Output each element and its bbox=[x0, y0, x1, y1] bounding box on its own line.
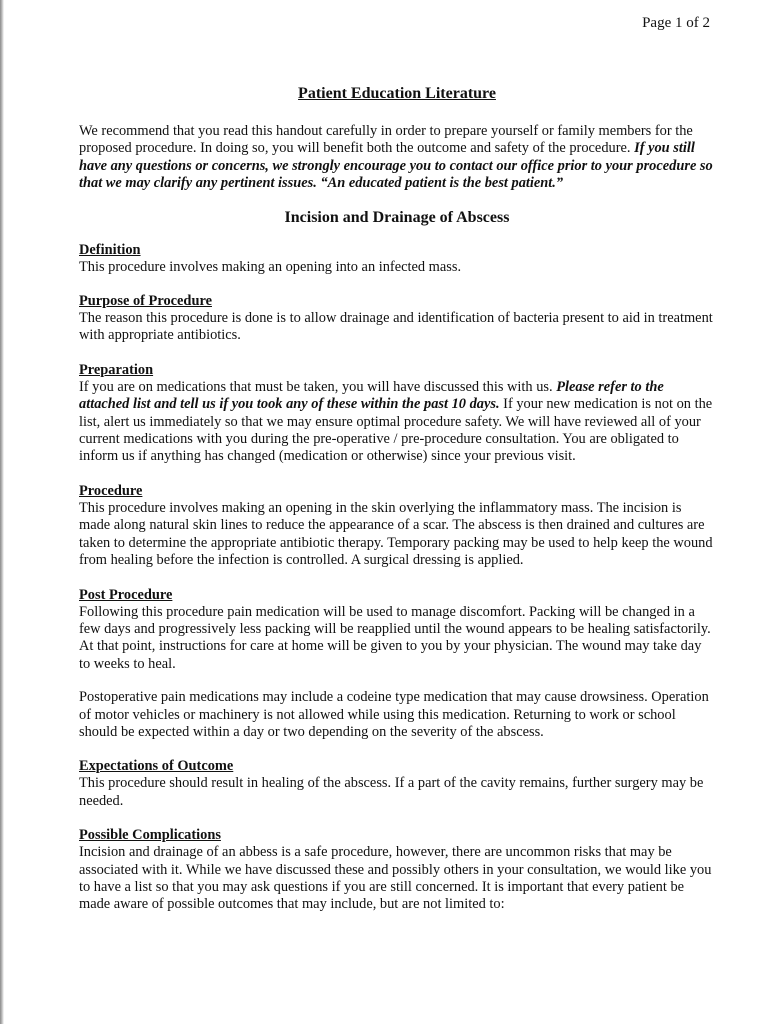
section-text-expectations: This procedure should result in healing of the abscess. If a part of the cavity remains, further surgery may be needed. bbox=[79, 775, 704, 809]
document-title: Patient Education Literature bbox=[298, 85, 496, 102]
procedure-title: Incision and Drainage of Abscess bbox=[284, 208, 510, 226]
preparation-text-before: If you are on medications that must be taken, you will have discussed this with us. bbox=[79, 378, 557, 395]
section-expectations bbox=[79, 757, 715, 810]
intro-text: We recommend that you read this handout carefully in order to prepare yourself or family members for the proposed procedure. In doing so, you will benefit both the outcome and safety of the procedure. bbox=[79, 123, 693, 157]
section-heading-definition: Definition bbox=[79, 241, 141, 258]
page-number: Page 1 of 2 bbox=[642, 15, 710, 31]
section-text-purpose: The reason this procedure is done is to allow drainage and identification of bacteria present to aid in treatment with appropriate antibiotics. bbox=[79, 310, 713, 344]
section-text-complications: Incision and drainage of an abbess is a safe procedure, however, there are uncommon risks that may be associated with it. While we have discussed these and possibly others in your consultation, we would like you to have a list so that you may ask questions if you are still concerned. It is important that every patient be made aware of possible outcomes that may include, but are not limited to: bbox=[79, 844, 712, 913]
section-heading-preparation: Preparation bbox=[79, 361, 154, 378]
section-text-definition: This procedure involves making an opening into an infected mass. bbox=[79, 258, 462, 275]
section-purpose bbox=[79, 292, 715, 345]
section-heading-complications: Possible Complications bbox=[79, 827, 221, 844]
section-text-post-procedure-2: Postoperative pain medications may include a codeine type medication that may cause drowsiness. Operation of motor vehicles or machinery is not allowed while using this medication. Returning to work or school should be expected within a day or two depending on the severity of the abscess. bbox=[79, 689, 709, 740]
section-heading-procedure: Procedure bbox=[79, 482, 143, 499]
section-text-post-procedure-1: Following this procedure pain medication will be used to manage discomfort. Packing will be changed in a few days and progressively less packing will be reapplied until the wound appears to be healing satisfactorily. At that point, instructions for care at home will be given to you by your physician. The wound may take day to weeks to heal. bbox=[79, 603, 711, 672]
section-heading-purpose: Purpose of Procedure bbox=[79, 293, 212, 310]
section-preparation bbox=[79, 361, 715, 466]
section-text-preparation bbox=[79, 379, 715, 466]
intro-emphasis: If you still have any questions or concerns, we strongly encourage you to contact our office prior to your procedure so that we may clarify any pertinent issues. “An educated patient is the best patient.” bbox=[79, 140, 713, 192]
section-heading-expectations: Expectations of Outcome bbox=[79, 758, 234, 775]
section-post-procedure bbox=[79, 586, 715, 742]
section-procedure bbox=[79, 482, 715, 570]
intro-paragraph bbox=[79, 123, 715, 193]
document-body bbox=[79, 84, 715, 930]
section-complications bbox=[79, 826, 715, 914]
preparation-emphasis: Please refer to the attached list and tell us if you took any of these within the past 10 days. bbox=[79, 378, 664, 413]
section-text-procedure: This procedure involves making an opening in the skin overlying the inflammatory mass. The incision is made along natural skin lines to reduce the appearance of a scar. The abscess is then drained and cultures are taken to determine the appropriate antibiotic therapy. Temporary packing may be used to help keep the wound from healing before the infection is controlled. A surgical dressing is applied. bbox=[79, 499, 713, 569]
section-definition bbox=[79, 241, 715, 276]
preparation-text-after: If your new medication is not on the list, alert us immediately so that we may ensure optimal procedure safety. We will have reviewed all of your current medications with you during the pre-operative / pre-procedure consultation. You are obligated to inform us if anything has changed (medication or otherwise) since your previous visit. bbox=[79, 396, 713, 465]
scan-edge bbox=[0, 0, 4, 1024]
section-heading-post-procedure: Post Procedure bbox=[79, 586, 173, 603]
